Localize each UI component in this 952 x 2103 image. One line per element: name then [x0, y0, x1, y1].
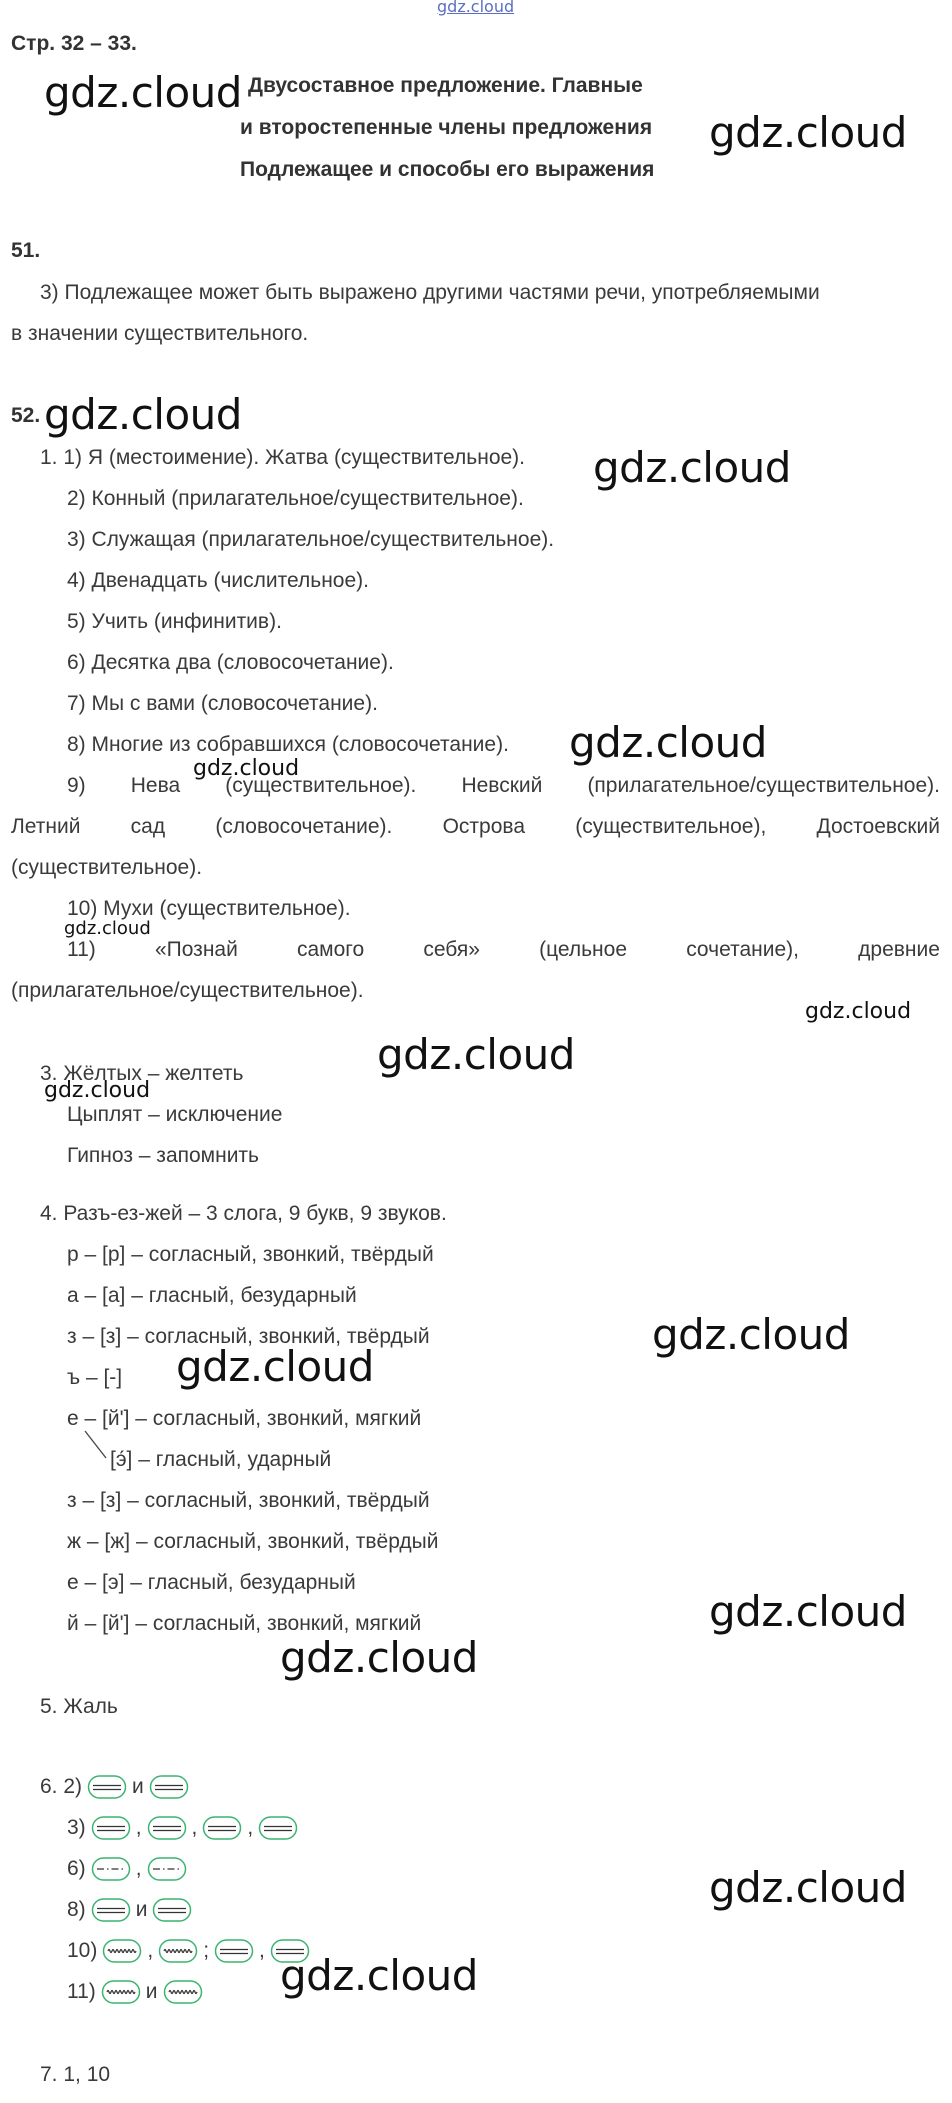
exercise-51-line-1: 3) Подлежащее может быть выражено другими частями речи, употребляемыми: [40, 281, 820, 304]
title-line-2: и второстепенные члены предложения: [240, 116, 653, 139]
phonetic-row: ж – [ж] – согласный, звонкий, твёрдый: [67, 1530, 439, 1553]
double-underline-marker: [258, 1814, 298, 1842]
separator: ,: [147, 1939, 154, 1962]
task-6-row-label: 10): [67, 1939, 98, 1962]
exercise-51-line-2: в значении существительного.: [11, 322, 309, 345]
separator: и: [132, 1775, 144, 1798]
watermark: gdz.cloud: [176, 1342, 374, 1391]
task-3-line: Гипноз – запомнить: [67, 1144, 259, 1167]
wavy-underline-marker: [163, 1978, 203, 2006]
answer-line-10: 10) Мухи (существительное).: [67, 897, 351, 920]
exercise-52-number: 52.: [11, 404, 41, 427]
phonetic-row-sub: [э́] – гласный, ударный: [110, 1448, 332, 1471]
watermark: gdz.cloud: [377, 1030, 575, 1079]
word: 11): [67, 938, 96, 961]
dashdot-underline-marker: [91, 1855, 131, 1883]
task-6-row-label: 11): [67, 1980, 96, 2003]
separator: и: [145, 1980, 158, 2003]
phonetic-row: й – [й'] – согласный, звонкий, мягкий: [67, 1612, 422, 1635]
word: (существительное),: [575, 815, 767, 838]
watermark: gdz.cloud: [805, 999, 912, 1024]
word: 9): [67, 774, 86, 797]
task-6-row-label: 3): [67, 1816, 86, 1839]
title-line-3: Подлежащее и способы его выражения: [240, 158, 655, 181]
branch-connector: [82, 1428, 110, 1462]
word: древние: [858, 938, 940, 961]
answer-line: 5) Учить (инфинитив).: [67, 610, 282, 633]
answer-line-11: [67, 936, 940, 964]
double-underline-marker: [202, 1814, 242, 1842]
task-5: 5. Жаль: [40, 1695, 118, 1718]
task-6-row-label: 8): [67, 1898, 86, 1921]
task-6-row: [67, 1978, 204, 2006]
dashdot-underline-marker: [147, 1855, 187, 1883]
watermark: gdz.cloud: [709, 1863, 907, 1912]
wavy-underline-marker: [158, 1937, 198, 1965]
watermark: gdz.cloud: [44, 390, 242, 439]
answer-line-9-cont: [11, 813, 940, 841]
word: (существительное).: [225, 774, 417, 797]
answer-line: 3) Служащая (прилагательное/существительное).: [67, 528, 555, 551]
word: Достоевский: [816, 815, 940, 838]
separator: ,: [191, 1816, 198, 1839]
double-underline-marker: [152, 1896, 192, 1924]
watermark: gdz.cloud: [44, 1078, 151, 1103]
phonetic-row: а – [а] – гласный, безударный: [67, 1284, 357, 1307]
watermark: gdz.cloud: [44, 68, 242, 117]
phonetic-row: р – [р] – согласный, звонкий, твёрдый: [67, 1243, 434, 1266]
double-underline-marker: [214, 1937, 254, 1965]
page-reference: Стр. 32 – 33.: [11, 32, 137, 55]
word: Нева: [130, 774, 181, 797]
exercise-51-number: 51.: [11, 239, 41, 262]
task-4-heading: 4. Разъ-ез-жей – 3 слога, 9 букв, 9 звуков.: [40, 1202, 447, 1225]
answer-line-9-end: (существительное).: [11, 856, 203, 879]
watermark: gdz.cloud: [652, 1310, 850, 1359]
separator: ,: [247, 1816, 254, 1839]
answer-line: 6) Десятка два (словосочетание).: [67, 651, 394, 674]
answer-line-11-cont: (прилагательное/существительное).: [11, 979, 364, 1002]
task-3-line: Цыплят – исключение: [67, 1103, 283, 1126]
phonetic-row: е – [э] – гласный, безударный: [67, 1571, 356, 1594]
watermark: gdz.cloud: [193, 756, 300, 781]
word: «Познай: [154, 938, 238, 961]
task-6-row: [67, 1896, 193, 1924]
task-6-row: [67, 1814, 299, 1842]
phonetic-row: з – [з] – согласный, звонкий, твёрдый: [67, 1489, 430, 1512]
answer-line: 8) Многие из собравшихся (словосочетание).: [67, 733, 509, 756]
answer-line: 2) Конный (прилагательное/существительное).: [67, 487, 524, 510]
word: Острова: [442, 815, 526, 838]
double-underline-marker: [149, 1773, 189, 1801]
word: сочетание),: [686, 938, 799, 961]
task-6-row-label: 6): [67, 1857, 86, 1880]
watermark: gdz.cloud: [593, 443, 791, 492]
word: (прилагательное/существительное).: [587, 774, 940, 797]
title-line-1: Двусоставное предложение. Главные: [248, 74, 643, 97]
watermark: gdz.cloud: [709, 108, 907, 157]
word: (цельное: [539, 938, 628, 961]
answer-line: 7) Мы с вами (словосочетание).: [67, 692, 378, 715]
task-6-row: [67, 1937, 311, 1965]
wavy-underline-marker: [101, 1978, 141, 2006]
double-underline-marker: [87, 1773, 127, 1801]
separator: ;: [203, 1939, 210, 1962]
separator: ,: [259, 1939, 265, 1962]
word: сад: [130, 815, 166, 838]
word: себя»: [423, 938, 480, 961]
separator: и: [135, 1898, 148, 1921]
answer-line: 1. 1) Я (местоимение). Жатва (существительное).: [40, 446, 525, 469]
separator: ,: [135, 1857, 142, 1880]
watermark: gdz.cloud: [709, 1587, 907, 1636]
watermark: gdz.cloud: [64, 918, 151, 939]
task-6-row: [40, 1773, 190, 1801]
double-underline-marker: [91, 1814, 131, 1842]
watermark: gdz.cloud: [280, 1633, 478, 1682]
double-underline-marker: [91, 1896, 131, 1924]
word: самого: [297, 938, 365, 961]
phonetic-row: е – [й'] – согласный, звонкий, мягкий: [67, 1407, 422, 1430]
watermark-top: gdz.cloud: [437, 0, 515, 16]
watermark: gdz.cloud: [280, 1951, 478, 2000]
watermark: gdz.cloud: [569, 718, 767, 767]
word: Невский: [461, 774, 543, 797]
wavy-underline-marker: [102, 1937, 142, 1965]
task-6-row-label: 6. 2): [40, 1775, 83, 1798]
task-3-line: 3. Жёлтых – желтеть: [40, 1062, 244, 1085]
answer-line: 4) Двенадцать (числительное).: [67, 569, 369, 592]
separator: ,: [135, 1816, 142, 1839]
task-6-row: [67, 1855, 188, 1883]
double-underline-marker: [147, 1814, 187, 1842]
word: (словосочетание).: [215, 815, 393, 838]
phonetic-row: з – [з] – согласный, звонкий, твёрдый: [67, 1325, 430, 1348]
task-7: 7. 1, 10: [40, 2063, 111, 2086]
phonetic-row: ъ – [-]: [67, 1366, 123, 1389]
word: Летний: [11, 815, 81, 838]
